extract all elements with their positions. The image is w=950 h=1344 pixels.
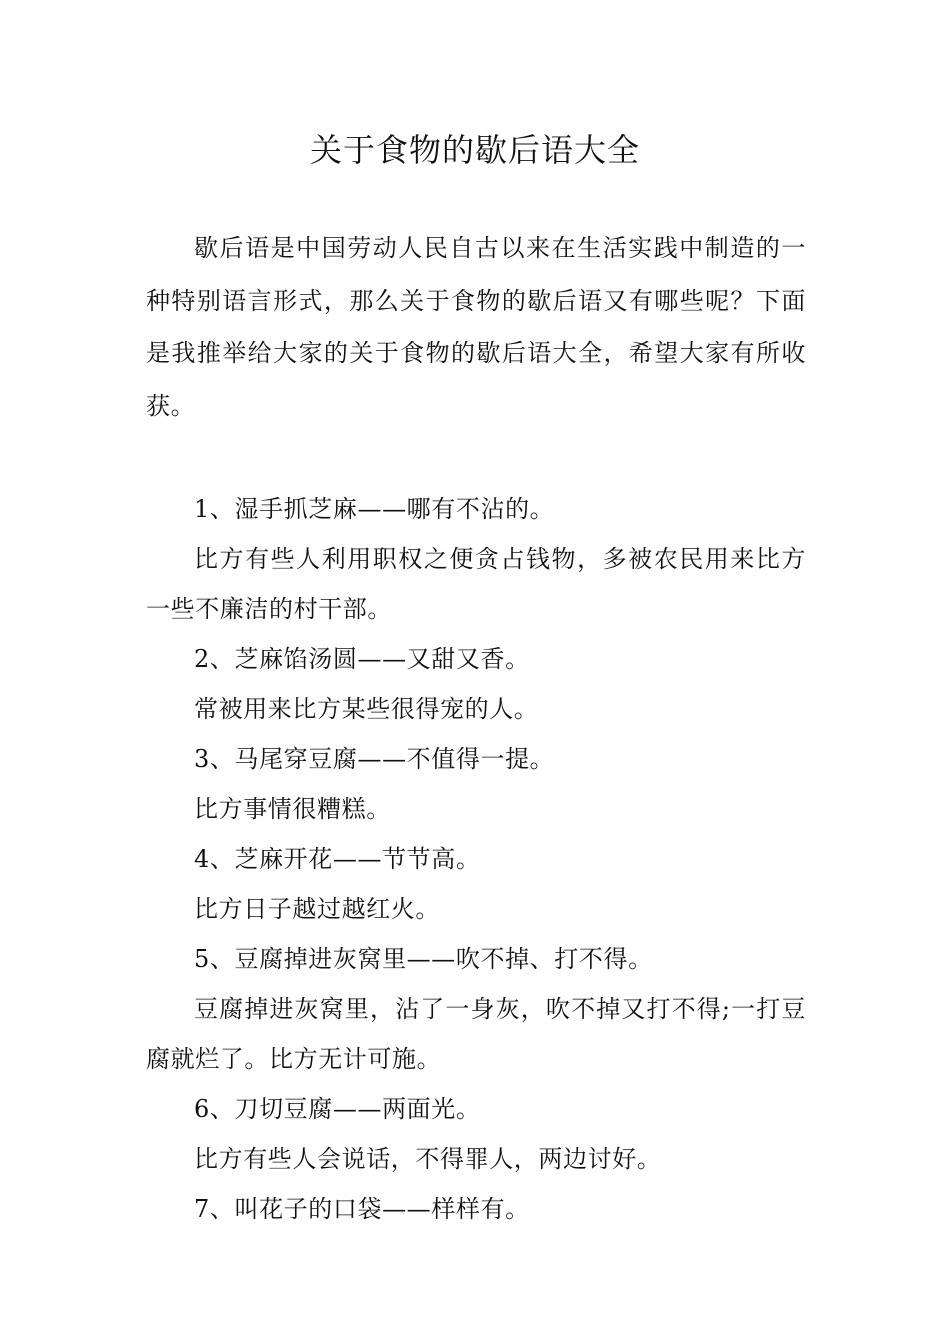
document-title: 关于食物的歇后语大全 bbox=[309, 131, 640, 169]
entry-6-explanation: 比方有些人会说话，不得罪人，两边讨好。 bbox=[194, 1145, 662, 1173]
entry-6-saying: 6、刀切豆腐——两面光。 bbox=[194, 1095, 481, 1123]
entry-1-explanation: 比方有些人利用职权之便贪占钱物，多被农民用来比方一些不廉洁的村干部。 bbox=[146, 545, 806, 623]
entry-5-explanation: 豆腐掉进灰窝里，沾了一身灰，吹不掉又打不得;一打豆腐就烂了。比方无计可施。 bbox=[146, 995, 806, 1073]
entry-2-explanation: 常被用来比方某些很得宠的人。 bbox=[194, 695, 539, 723]
entry-3-explanation: 比方事情很糟糕。 bbox=[194, 795, 391, 823]
entry-1-saying: 1、湿手抓芝麻——哪有不沾的。 bbox=[194, 495, 555, 523]
document-body bbox=[146, 222, 806, 1234]
entry-4-saying: 4、芝麻开花——节节高。 bbox=[194, 845, 481, 873]
entry-2-saying: 2、芝麻馅汤圆——又甜又香。 bbox=[194, 645, 530, 673]
entry-5-saying: 5、豆腐掉进灰窝里——吹不掉、打不得。 bbox=[194, 945, 653, 973]
entry-3-saying: 3、马尾穿豆腐——不值得一提。 bbox=[194, 745, 555, 773]
entry-7-saying: 7、叫花子的口袋——样样有。 bbox=[194, 1195, 530, 1223]
entry-4-explanation: 比方日子越过越红火。 bbox=[194, 895, 440, 923]
intro-paragraph: 歇后语是中国劳动人民自古以来在生活实践中制造的一种特别语言形式，那么关于食物的歇后语又有哪些呢？下面是我推举给大家的关于食物的歇后语大全，希望大家有所收获。 bbox=[146, 234, 806, 420]
